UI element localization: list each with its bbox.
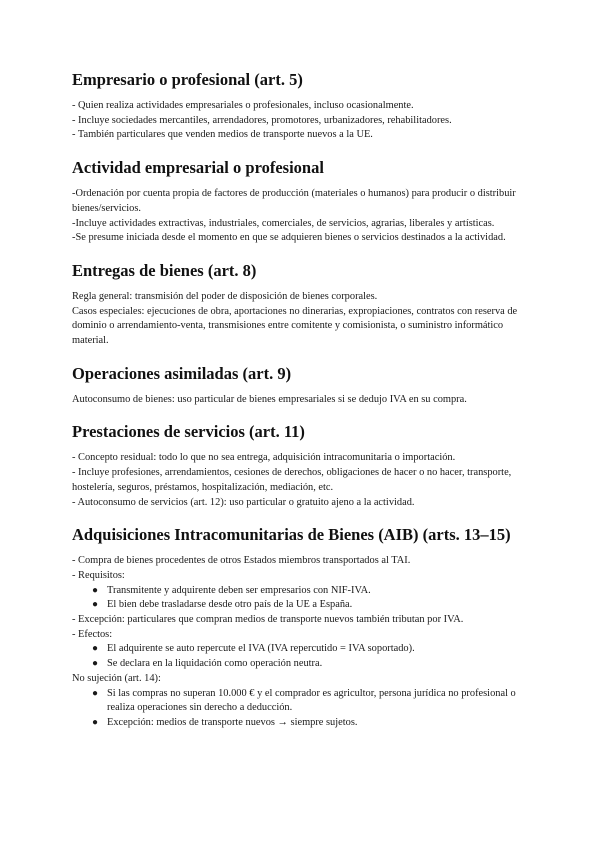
list-item-text: Excepción: medios de transporte nuevos → siempre sujetos. <box>107 716 358 728</box>
section-heading: Prestaciones de servicios (art. 11) <box>72 422 305 442</box>
text-line: - Efectos: <box>72 628 113 640</box>
text-line: -Incluye actividades extractivas, industriales, comerciales, de servicios, agrarias, liberales y artísticas. <box>72 217 495 229</box>
section-empresario <box>72 70 540 143</box>
text-line: - Autoconsumo de servicios (art. 12): uso particular o gratuito ajeno a la actividad. <box>72 496 415 508</box>
list-item-text: Se declara en la liquidación como operación neutra. <box>107 658 323 670</box>
text-line: No sujeción (art. 14): <box>72 672 161 684</box>
efectos-list <box>72 642 540 671</box>
text-line: Casos especiales: ejecuciones de obra, aportaciones no dinerarias, expropiaciones, contratos con reserva de dominio o arrendamiento-venta, transmisiones entre comitente y comisionista, o suministro informático material. <box>72 305 518 347</box>
list-item <box>92 716 540 731</box>
spacer <box>72 510 540 525</box>
bullet-icon: ● <box>92 643 99 655</box>
text-line: - Incluye sociedades mercantiles, arrendadores, promotores, urbanizadores, rehabilitadores. <box>72 114 452 126</box>
bullet-icon: ● <box>92 716 99 728</box>
section-heading: Entregas de bienes (art. 8) <box>72 260 257 280</box>
list-item-text: Si las compras no superan 10.000 € y el comprador es agricultor, persona jurídica no profesional o realiza operaciones sin derecho a deducción. <box>107 687 516 714</box>
bullet-icon: ● <box>92 658 99 670</box>
text-line: - Concepto residual: todo lo que no sea entrega, adquisición intracomunitaria o importación. <box>72 452 456 464</box>
nosujecion-list <box>72 687 540 731</box>
list-item <box>92 687 540 716</box>
text-line: - Requisitos: <box>72 569 125 581</box>
list-item-text: El bien debe trasladarse desde otro país de la UE a España. <box>107 599 353 611</box>
text-line: - Quien realiza actividades empresariales o profesionales, incluso ocasionalmente. <box>72 100 414 111</box>
text-line: -Ordenación por cuenta propia de factores de producción (materiales o humanos) para producir o distribuir bienes/servicios. <box>72 188 516 214</box>
requisitos-list <box>72 584 540 613</box>
section-prestaciones <box>72 422 540 510</box>
text-line: Regla general: transmisión del poder de disposición de bienes corporales. <box>72 290 378 302</box>
text-line: - También particulares que venden medios de transporte nuevos a la UE. <box>72 129 373 141</box>
spacer <box>72 143 540 158</box>
section-actividad <box>72 158 540 246</box>
list-item-text: Transmitente y adquirente deben ser empresarios con NIF-IVA. <box>107 584 371 596</box>
text-line: - Incluye profesiones, arrendamientos, cesiones de derechos, obligaciones de hacer o no hacer, transporte, hostelería, seguros, préstamos, hospitalización, mediación, etc. <box>72 467 512 493</box>
section-heading: Actividad empresarial o profesional <box>72 158 324 178</box>
list-item-text: El adquirente se auto repercute el IVA (IVA repercutido = IVA soportado). <box>107 643 415 655</box>
spacer <box>72 407 540 422</box>
list-item <box>92 598 540 613</box>
spacer <box>72 349 540 364</box>
bullet-icon: ● <box>92 599 99 611</box>
text-line: - Compra de bienes procedentes de otros Estados miembros transportados al TAI. <box>72 555 411 567</box>
list-item <box>92 584 540 599</box>
text-line: Autoconsumo de bienes: uso particular de bienes empresariales si se dedujo IVA en su compra. <box>72 393 467 405</box>
bullet-icon: ● <box>92 687 99 699</box>
section-aib <box>72 525 540 730</box>
section-heading: Adquisiciones Intracomunitarias de Bienes (AIB) (arts. 13–15) <box>72 525 511 545</box>
section-heading: Empresario o profesional (art. 5) <box>72 70 303 89</box>
section-heading: Operaciones asimiladas (art. 9) <box>72 363 292 383</box>
bullet-icon: ● <box>92 584 99 596</box>
text-line: - Excepción: particulares que compran medios de transporte nuevos también tributan por IVA. <box>72 614 464 626</box>
section-operaciones <box>72 364 540 408</box>
section-entregas <box>72 261 540 349</box>
list-item <box>92 657 540 672</box>
list-item <box>92 642 540 657</box>
text-line: -Se presume iniciada desde el momento en que se adquieren bienes o servicios destinados a la actividad. <box>72 232 506 244</box>
spacer <box>72 246 540 261</box>
